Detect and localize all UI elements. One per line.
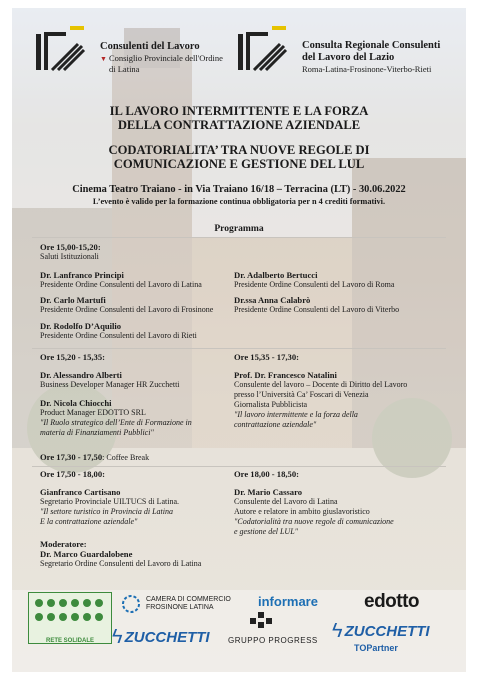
divider <box>32 237 446 238</box>
camera-commercio-logo <box>146 596 231 612</box>
camera-commercio-icon <box>120 594 142 614</box>
divider <box>32 466 446 467</box>
speaker-name: Gianfranco Cartisano <box>40 487 121 497</box>
speaker-role: Business Developer Manager HR Zucchetti <box>40 380 180 389</box>
speaker-role: Presidente Ordine Consulenti del Lavoro di Roma <box>234 280 395 289</box>
title-line-1: IL LAVORO INTERMITTENTE E LA FORZA <box>109 104 369 118</box>
speaker-martufi <box>40 295 250 315</box>
speaker-role: Consulente del lavoro – Docente di Diritto del Lavoro <box>234 380 408 389</box>
session-5 <box>234 469 454 537</box>
consulenti-logo-left <box>36 26 86 74</box>
speaker-name: Dr.ssa Anna Calabrò <box>234 295 311 305</box>
zucchetti-logo <box>112 626 210 649</box>
venue-line: Cinema Teatro Traiano - in Via Traiano 16/18 – Terracina (LT) - 30.06.2022 <box>72 184 406 195</box>
speaker-role: Giornalista Pubblicista <box>234 400 308 409</box>
credits-note: L’evento è valido per la formazione continua obbligatoria per n 4 crediti formativi. <box>92 197 386 206</box>
rete-solidale-logo <box>28 592 112 644</box>
zucchetti-toppartner-logo <box>332 620 430 653</box>
speaker-name: Dr. Mario Cassaro <box>234 487 303 497</box>
speaker-role: Presidente Ordine Consulenti del Lavoro di Viterbo <box>234 305 400 314</box>
triangle-icon: ▼ <box>100 55 107 63</box>
programma-heading: Programma <box>214 223 264 234</box>
moderator <box>40 539 280 569</box>
camera-line-2: FROSINONE LATINA <box>146 604 214 611</box>
session-2 <box>40 352 236 438</box>
divider <box>32 348 446 349</box>
talk-topic: "Il settore turistico in Provincia di Latina <box>40 507 173 516</box>
session-1-title: Saluti Istituzionali <box>40 252 99 261</box>
talk-topic: "Il Ruolo strategico dell’Ente di Formazione in <box>40 418 192 427</box>
event-subtitle <box>12 143 466 171</box>
coffee-break <box>40 452 240 463</box>
plants-icon <box>29 593 113 633</box>
speaker-principi <box>40 270 250 290</box>
left-org-name: Consulenti del Lavoro <box>100 41 200 52</box>
session-1-time: Ore 15,00-15,20: <box>40 242 101 252</box>
talk-topic: "Codatorialità tra nuove regole di comunicazione <box>234 517 394 526</box>
camera-line-1: CAMERA DI COMMERCIO <box>146 596 231 603</box>
event-title <box>12 104 466 132</box>
zucchetti-bolt-icon: ϟ <box>332 620 343 642</box>
left-org-sub2: di Latina <box>109 64 140 74</box>
left-org-sub1: Consiglio Provinciale dell'Ordine <box>108 53 223 63</box>
speaker-role: Presidente Ordine Consulenti del Lavoro di Rieti <box>40 331 197 340</box>
speaker-name: Dr. Nicola Chiocchi <box>40 398 112 408</box>
session-1 <box>40 242 240 262</box>
speaker-role: presso l’Università Ca’ Foscari di Venezia <box>234 390 369 399</box>
toppartner-text: TOPartner <box>354 643 398 653</box>
moderator-name: Dr. Marco Guardalobene <box>40 549 133 559</box>
speaker-role: Presidente Ordine Consulenti del Lavoro di Latina <box>40 280 202 289</box>
talk-topic: "Il lavoro intermittente e la forza della <box>234 410 358 419</box>
talk-topic: E la contrattazione aziendale" <box>40 517 138 526</box>
progress-logo: GRUPPO PROGRESS <box>228 636 318 645</box>
speaker-calabro <box>234 295 454 315</box>
zucchetti-text: ZUCCHETTI <box>344 623 430 640</box>
session-4 <box>40 469 240 527</box>
progress-logo-icon <box>250 612 274 634</box>
left-organization <box>100 41 223 74</box>
speaker-name: Dr. Carlo Martufi <box>40 295 106 305</box>
right-org-name1: Consulta Regionale Consulenti <box>302 40 441 51</box>
speaker-role: Consulente del Lavoro di Latina <box>234 497 338 506</box>
speaker-name: Dr. Alessandro Alberti <box>40 370 122 380</box>
talk-topic: e gestione del LUL" <box>234 527 299 536</box>
session-5-time: Ore 18,00 - 18,50: <box>234 469 299 479</box>
speaker-role: Autore e relatore in ambito giuslavoristico <box>234 507 370 516</box>
talk-topic: materia di Finanziamenti Pubblici" <box>40 428 154 437</box>
coffee-label: : Coffee Break <box>102 453 150 462</box>
session-4-time: Ore 17,50 - 18,00: <box>40 469 105 479</box>
consulta-logo-right <box>238 26 288 74</box>
right-org-name2: del Lavoro del Lazio <box>302 52 395 63</box>
title-line-3: CODATORIALITA’ TRA NUOVE REGOLE DI <box>108 143 370 157</box>
speaker-daquilio <box>40 321 250 341</box>
coffee-time: Ore 17,30 - 17,50 <box>40 452 103 462</box>
edotto-logo: edotto <box>364 591 420 612</box>
speaker-role: Segretario Provinciale UILTUCS di Latina. <box>40 497 180 506</box>
speaker-name: Dr. Rodolfo D’Aquilio <box>40 321 122 331</box>
title-line-2: DELLA CONTRATTAZIONE AZIENDALE <box>117 118 361 132</box>
session-3 <box>234 352 454 430</box>
title-line-4: COMUNICAZIONE E GESTIONE DEL LUL <box>113 157 365 171</box>
moderator-label: Moderatore: <box>40 539 87 549</box>
speaker-name: Dr. Adalberto Bertucci <box>234 270 318 280</box>
moderator-role: Segretario Ordine Consulenti del Lavoro di Latina <box>40 559 202 568</box>
event-poster <box>12 8 466 672</box>
speaker-bertucci <box>234 270 454 290</box>
session-2-time: Ore 15,20 - 15,35: <box>40 352 105 362</box>
session-3-time: Ore 15,35 - 17,30: <box>234 352 299 362</box>
zucchetti-text: ZUCCHETTI <box>124 629 210 646</box>
speaker-role: Presidente Ordine Consulenti del Lavoro di Frosinone <box>40 305 214 314</box>
right-org-sub: Roma-Latina-Frosinone-Viterbo-Rieti <box>302 64 432 74</box>
speaker-name: Dr. Lanfranco Principi <box>40 270 124 280</box>
talk-topic: contrattazione aziendale" <box>234 420 317 429</box>
speaker-name: Prof. Dr. Francesco Natalini <box>234 370 337 380</box>
zucchetti-bolt-icon: ϟ <box>112 626 123 648</box>
informare-logo: informare <box>258 594 318 609</box>
right-organization <box>302 40 440 74</box>
speaker-role: Product Manager EDOTTO SRL <box>40 408 146 417</box>
rete-label: RETE SOLIDALE <box>45 638 94 644</box>
